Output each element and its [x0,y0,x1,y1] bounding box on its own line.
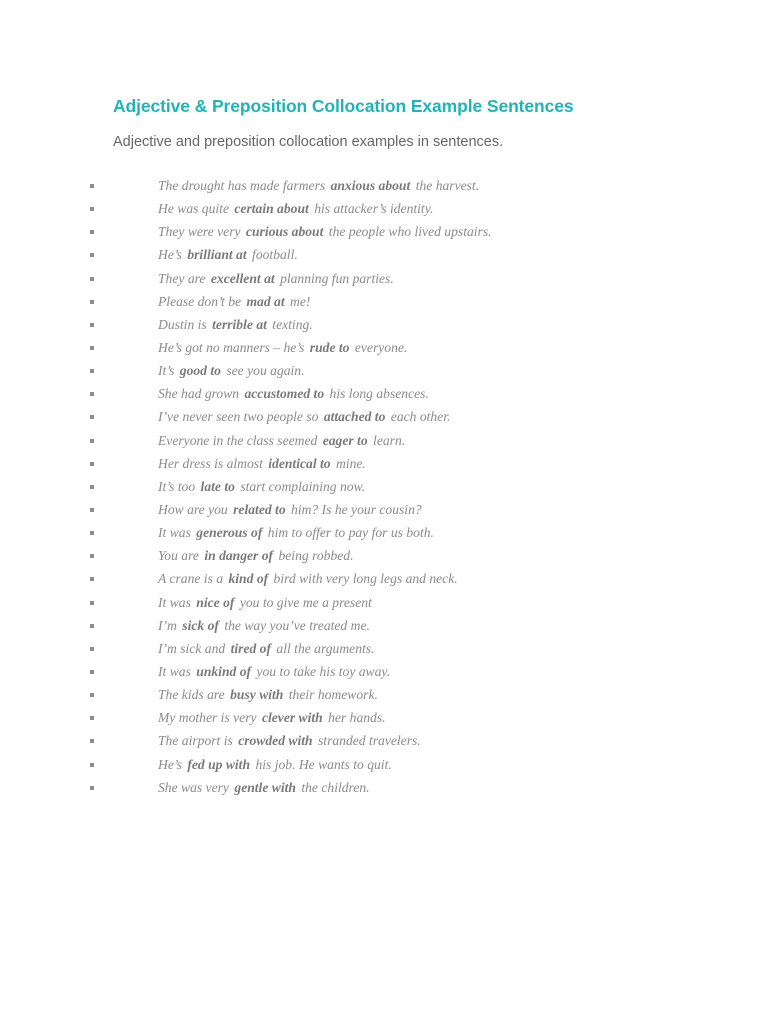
example-sentence [158,707,386,729]
collocation-phrase: good to [179,363,221,379]
collocation-phrase: tired of [230,640,272,656]
sentence-lead-text: They were very [158,224,241,240]
square-bullet-icon [90,462,94,466]
list-item [0,430,768,453]
example-sentence [158,221,492,243]
list-item [0,592,768,615]
example-sentence [158,314,313,336]
sentence-tail-text: bird with very long legs and neck. [273,571,458,587]
square-bullet-icon [90,323,94,327]
sentence-lead-text: Her dress is almost [158,455,263,471]
sentence-lead-text: The kids are [158,687,225,703]
list-item [0,522,768,545]
list-item [0,268,768,291]
collocation-phrase: identical to [268,455,331,471]
square-bullet-icon [90,531,94,535]
collocation-phrase: curious about [245,224,324,240]
sentence-lead-text: A crane is a [158,571,224,587]
sentence-lead-text: I’ve never seen two people so [158,409,319,425]
sentence-tail-text: football. [252,247,298,263]
list-item [0,730,768,753]
example-sentence [158,406,450,428]
sentence-lead-text: They are [158,270,206,286]
list-item [0,545,768,568]
sentence-tail-text: start complaining now. [240,478,366,494]
list-item [0,244,768,267]
sentence-lead-text: He’s [158,756,182,772]
collocation-phrase: kind of [228,571,269,587]
sentence-tail-text: her hands. [328,710,386,726]
example-sentence [158,615,370,637]
list-item [0,499,768,522]
sentence-tail-text: the harvest. [415,178,480,193]
square-bullet-icon [90,253,94,257]
list-item [0,198,768,221]
list-item [0,175,768,198]
sentence-lead-text: The drought has made farmers [158,178,326,193]
sentence-tail-text: you to take his toy away. [256,663,391,679]
sentence-lead-text: He’s got no manners – he’s [158,339,305,355]
example-sentence [158,522,434,544]
sentence-lead-text: My mother is very [158,710,257,726]
sentence-tail-text: the people who lived upstairs. [328,224,492,240]
sentence-lead-text: Dustin is [158,316,207,332]
example-sentence [158,268,394,290]
collocation-phrase: rude to [309,339,350,355]
square-bullet-icon [90,763,94,767]
example-sentence [158,383,429,405]
sentence-tail-text: you to give me a present [239,594,372,610]
square-bullet-icon [90,415,94,419]
sentence-tail-text: him? Is he your cousin? [291,501,422,517]
sentence-lead-text: It was [158,525,191,541]
example-sentence [158,453,366,475]
square-bullet-icon [90,346,94,350]
collocation-phrase: gentle with [234,779,296,795]
sentence-lead-text: It was [158,594,191,610]
sentence-lead-text: You are [158,548,199,564]
square-bullet-icon [90,624,94,628]
square-bullet-icon [90,369,94,373]
collocation-phrase: attached to [323,409,386,425]
sentence-lead-text: He’s [158,247,182,263]
square-bullet-icon [90,277,94,281]
list-item [0,661,768,684]
collocation-phrase: late to [200,478,235,494]
example-sentence [158,430,405,452]
sentence-tail-text: stranded travelers. [318,733,421,749]
collocation-phrase: unkind of [196,663,252,679]
square-bullet-icon [90,230,94,234]
list-item [0,684,768,707]
sentence-tail-text: his long absences. [329,386,429,402]
collocation-phrase: clever with [261,710,323,726]
sentence-lead-text: I’m [158,617,177,633]
square-bullet-icon [90,786,94,790]
example-sentence [158,754,392,776]
sentence-tail-text: learn. [373,432,406,448]
example-sentence-list [0,175,768,800]
list-item [0,638,768,661]
sentence-tail-text: each other. [390,409,451,425]
square-bullet-icon [90,300,94,304]
sentence-tail-text: his job. He wants to quit. [255,756,392,772]
list-item [0,291,768,314]
sentence-lead-text: She was very [158,779,229,795]
sentence-tail-text: being robbed. [278,548,354,564]
sentence-tail-text: him to offer to pay for us both. [267,525,434,541]
square-bullet-icon [90,716,94,720]
page-subtitle: Adjective and preposition collocation examples in sentences. [113,134,504,150]
sentence-tail-text: mine. [335,455,366,471]
example-sentence [158,360,305,382]
collocation-phrase: busy with [230,687,284,703]
example-sentence [158,175,479,197]
page-title: Adjective & Preposition Collocation Example Sentences [113,96,574,116]
example-sentence [158,244,298,266]
sentence-tail-text: all the arguments. [276,640,375,656]
sentence-tail-text: planning fun parties. [280,270,394,286]
example-sentence [158,777,370,799]
collocation-phrase: nice of [196,594,235,610]
square-bullet-icon [90,739,94,743]
sentence-lead-text: I’m sick and [158,640,226,656]
collocation-phrase: excellent at [210,270,275,286]
list-item [0,314,768,337]
list-item [0,777,768,800]
sentence-lead-text: It’s [158,363,175,379]
square-bullet-icon [90,693,94,697]
list-item [0,754,768,777]
collocation-phrase: fed up with [187,756,251,772]
square-bullet-icon [90,508,94,512]
list-item [0,406,768,429]
sentence-tail-text: texting. [272,316,313,332]
square-bullet-icon [90,670,94,674]
collocation-phrase: eager to [322,432,368,448]
square-bullet-icon [90,392,94,396]
example-sentence [158,638,374,660]
list-item [0,453,768,476]
collocation-phrase: mad at [246,293,285,309]
example-sentence [158,545,353,567]
square-bullet-icon [90,647,94,651]
collocation-phrase: brilliant at [187,247,247,263]
collocation-phrase: related to [233,501,286,517]
sentence-lead-text: Everyone in the class seemed [158,432,318,448]
list-item [0,383,768,406]
list-item [0,615,768,638]
example-sentence [158,684,378,706]
sentence-lead-text: It’s too [158,478,196,494]
list-item [0,476,768,499]
sentence-tail-text: the way you’ve treated me. [224,617,370,633]
example-sentence [158,661,390,683]
list-item [0,360,768,383]
collocation-phrase: crowded with [238,733,313,749]
sentence-tail-text: see you again. [226,363,305,379]
sentence-lead-text: Please don’t be [158,293,242,309]
collocation-phrase: in danger of [204,548,274,564]
sentence-tail-text: me! [290,293,311,309]
square-bullet-icon [90,184,94,188]
collocation-phrase: terrible at [212,316,267,332]
square-bullet-icon [90,554,94,558]
list-item [0,221,768,244]
square-bullet-icon [90,207,94,211]
square-bullet-icon [90,601,94,605]
collocation-phrase: sick of [182,617,219,633]
list-item [0,337,768,360]
example-sentence [158,337,407,359]
sentence-tail-text: their homework. [288,687,378,703]
sentence-lead-text: How are you [158,501,228,517]
sentence-tail-text: the children. [301,779,370,795]
collocation-phrase: anxious about [330,178,411,193]
example-sentence [158,499,422,521]
square-bullet-icon [90,439,94,443]
list-item [0,707,768,730]
sentence-lead-text: He was quite [158,201,229,217]
sentence-tail-text: his attacker’s identity. [314,201,434,217]
sentence-lead-text: The airport is [158,733,233,749]
list-item [0,568,768,591]
collocation-phrase: certain about [234,201,309,217]
collocation-phrase: generous of [196,525,263,541]
example-sentence [158,730,421,752]
example-sentence [158,568,458,590]
sentence-tail-text: everyone. [354,339,408,355]
square-bullet-icon [90,577,94,581]
collocation-phrase: accustomed to [244,386,325,402]
example-sentence [158,291,310,313]
example-sentence [158,592,372,614]
sentence-lead-text: She had grown [158,386,240,402]
sentence-lead-text: It was [158,663,191,679]
example-sentence [158,476,365,498]
example-sentence [158,198,433,220]
square-bullet-icon [90,485,94,489]
